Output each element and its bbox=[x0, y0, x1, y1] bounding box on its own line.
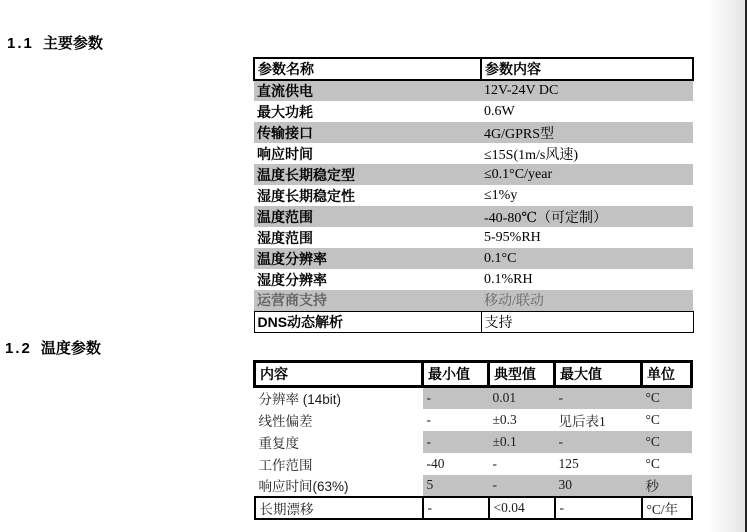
param-name-cell: 最大功耗 bbox=[257, 103, 313, 120]
content-cell: 工作范围 bbox=[258, 457, 313, 473]
unit-cell: °C/年 bbox=[642, 497, 692, 519]
param-value-cell: 0.1°C bbox=[481, 248, 693, 269]
table-row bbox=[254, 206, 693, 227]
max-cell: 见后表1 bbox=[558, 413, 606, 429]
table-row bbox=[254, 101, 693, 122]
table-row bbox=[255, 409, 692, 431]
max-cell: - bbox=[555, 431, 642, 453]
min-cell: - bbox=[423, 497, 489, 519]
page-edge-line bbox=[745, 0, 747, 532]
param-value-cell: ≤15S(1m/s风速) bbox=[484, 147, 579, 163]
content-cell: 分辨率 (14bit) bbox=[258, 392, 342, 408]
section-number: 1.1 bbox=[7, 35, 34, 52]
unit-cell: °C bbox=[642, 387, 692, 409]
table-header-row bbox=[254, 58, 693, 80]
column-header-max: 最大值 bbox=[555, 362, 642, 387]
table-row bbox=[254, 185, 693, 206]
section-heading-main-params bbox=[7, 32, 103, 53]
max-cell: - bbox=[555, 387, 642, 409]
section-title: 主要参数 bbox=[42, 35, 103, 52]
section-title: 温度参数 bbox=[40, 340, 101, 357]
table-row bbox=[255, 453, 692, 475]
table-row bbox=[254, 164, 693, 185]
temp-params-table bbox=[253, 360, 693, 520]
table-row bbox=[255, 497, 692, 519]
main-params-table bbox=[253, 57, 694, 333]
content-cell: 响应时间(63%) bbox=[258, 479, 349, 494]
column-header-param-name: 参数名称 bbox=[254, 58, 481, 80]
typical-cell: - bbox=[489, 475, 555, 497]
param-name-cell: 运营商支持 bbox=[254, 290, 481, 311]
table-row bbox=[254, 143, 693, 164]
param-name-cell: 湿度范围 bbox=[257, 229, 313, 246]
column-header-param-content: 参数内容 bbox=[481, 58, 693, 80]
param-value-cell: 0.1%RH bbox=[484, 271, 533, 287]
min-cell: - bbox=[426, 411, 431, 427]
unit-cell: 秒 bbox=[642, 475, 692, 497]
min-cell: -40 bbox=[426, 455, 445, 471]
param-name-cell: 响应时间 bbox=[257, 145, 313, 162]
param-name-cell: 温度范围 bbox=[254, 206, 481, 227]
unit-cell: °C bbox=[642, 431, 692, 453]
section-number: 1.2 bbox=[5, 340, 32, 357]
min-cell: - bbox=[423, 431, 489, 453]
table-row bbox=[254, 248, 693, 269]
param-name-cell: 温度长期稳定型 bbox=[254, 164, 481, 185]
max-cell: 125 bbox=[558, 455, 579, 471]
column-header-content: 内容 bbox=[255, 362, 423, 387]
param-value-cell: 4G/GPRS型 bbox=[481, 122, 693, 143]
max-cell: - bbox=[555, 497, 642, 519]
table-row bbox=[254, 290, 693, 311]
table-header-row bbox=[255, 362, 692, 387]
max-cell: 30 bbox=[555, 475, 642, 497]
table-row bbox=[254, 80, 693, 101]
param-name-cell: 直流供电 bbox=[254, 80, 481, 101]
param-value-cell: ≤1%y bbox=[484, 187, 518, 203]
page-edge-shadow bbox=[707, 0, 745, 532]
table-row bbox=[255, 387, 692, 409]
column-header-unit: 单位 bbox=[642, 362, 692, 387]
table-row bbox=[254, 227, 693, 248]
param-name-cell: DNS动态解析 bbox=[254, 311, 481, 332]
param-value-cell: 5-95%RH bbox=[484, 229, 541, 245]
param-value-cell: ≤0.1°C/year bbox=[481, 164, 693, 185]
table-row bbox=[255, 475, 692, 497]
param-value-cell: 0.6W bbox=[484, 103, 515, 119]
section-heading-temp-params bbox=[5, 337, 101, 358]
param-name-cell: 湿度长期稳定性 bbox=[257, 187, 355, 204]
param-name-cell: 湿度分辨率 bbox=[257, 271, 327, 288]
unit-cell: °C bbox=[645, 455, 660, 471]
content-cell: 线性偏差 bbox=[258, 413, 313, 429]
table-row bbox=[255, 431, 692, 453]
column-header-min: 最小值 bbox=[423, 362, 489, 387]
typical-cell: ±0.1 bbox=[489, 431, 555, 453]
param-name-cell: 传输接口 bbox=[254, 122, 481, 143]
content-cell: 长期漂移 bbox=[255, 497, 423, 519]
min-cell: 5 bbox=[423, 475, 489, 497]
param-value-cell: -40-80℃（可定制） bbox=[481, 206, 693, 227]
param-value-cell: 支持 bbox=[481, 311, 693, 332]
min-cell: - bbox=[423, 387, 489, 409]
typical-cell: <0.04 bbox=[489, 497, 555, 519]
table-row bbox=[254, 269, 693, 290]
typical-cell: 0.01 bbox=[489, 387, 555, 409]
param-value-cell: 移动/联动 bbox=[481, 290, 693, 311]
content-cell: 重复度 bbox=[258, 435, 299, 451]
table-row bbox=[254, 311, 693, 332]
unit-cell: °C bbox=[645, 411, 660, 427]
param-value-cell: 12V-24V DC bbox=[481, 80, 693, 101]
param-name-cell: 温度分辨率 bbox=[254, 248, 481, 269]
typical-cell: - bbox=[492, 455, 497, 471]
table-row bbox=[254, 122, 693, 143]
column-header-typical: 典型值 bbox=[489, 362, 555, 387]
typical-cell: ±0.3 bbox=[492, 411, 517, 427]
